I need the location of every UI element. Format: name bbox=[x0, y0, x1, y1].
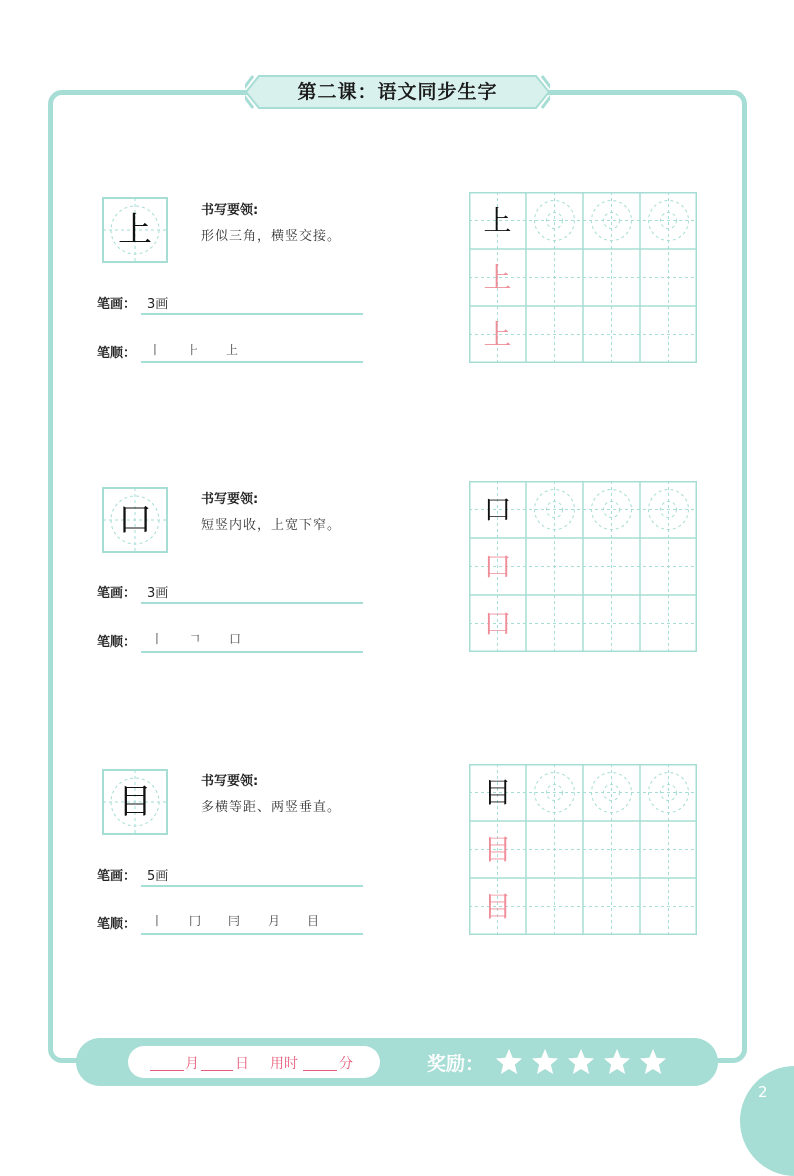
stroke-count-value: 3画 bbox=[147, 586, 169, 601]
writing-tip-text: 多横等距、两竖垂直。 bbox=[201, 800, 342, 815]
stroke-step: 丨 bbox=[151, 632, 164, 646]
character-glyph: 目 bbox=[118, 782, 152, 822]
practice-grid bbox=[469, 481, 697, 652]
character-glyph: 口 bbox=[118, 500, 152, 540]
stroke-step: 月 bbox=[268, 914, 281, 928]
stroke-order-line bbox=[141, 933, 363, 935]
stroke-count-value: 5画 bbox=[147, 869, 169, 884]
stroke-order-label: 笔顺： bbox=[97, 917, 137, 932]
time-used-label: 用时 bbox=[270, 1056, 298, 1072]
character-card bbox=[102, 487, 168, 553]
star-icon[interactable] bbox=[566, 1047, 596, 1077]
star-icon[interactable] bbox=[602, 1047, 632, 1077]
model-character: 目 bbox=[483, 776, 512, 809]
practice-grid bbox=[469, 764, 697, 935]
month-label: 月 bbox=[185, 1056, 199, 1072]
stroke-step: 丨 bbox=[149, 343, 162, 357]
page-number: 2 bbox=[758, 1083, 768, 1101]
stroke-step: 𠃍 bbox=[189, 632, 202, 646]
minutes-blank[interactable] bbox=[303, 1070, 337, 1071]
stroke-step: ⺊ bbox=[187, 343, 200, 357]
day-blank[interactable] bbox=[201, 1070, 233, 1071]
stroke-step: 口 bbox=[229, 632, 242, 646]
stroke-order-label: 笔顺： bbox=[97, 635, 137, 650]
stroke-count-label: 笔画： bbox=[97, 297, 137, 312]
lesson-title: 第二课：语文同步生字 bbox=[297, 81, 498, 103]
minutes-label: 分 bbox=[339, 1056, 353, 1072]
day-label: 日 bbox=[235, 1056, 249, 1072]
character-card bbox=[102, 769, 168, 835]
writing-tip-title: 书写要领: bbox=[201, 774, 259, 789]
stroke-count-line bbox=[141, 885, 363, 887]
trace-character: 口 bbox=[483, 607, 512, 640]
trace-character: 上 bbox=[483, 318, 512, 351]
model-character: 口 bbox=[483, 493, 512, 526]
character-card bbox=[102, 197, 168, 263]
trace-character: 口 bbox=[483, 550, 512, 583]
stroke-count-label: 笔画： bbox=[97, 869, 137, 884]
stroke-step: 目 bbox=[307, 914, 320, 928]
model-character: 上 bbox=[483, 204, 512, 237]
stroke-order-label: 笔顺： bbox=[97, 346, 137, 361]
star-icon[interactable] bbox=[530, 1047, 560, 1077]
writing-tip-text: 短竖内收，上宽下窄。 bbox=[201, 518, 342, 533]
stroke-count-label: 笔画： bbox=[97, 586, 137, 601]
trace-character: 目 bbox=[483, 833, 512, 866]
stroke-step: 冂 bbox=[189, 914, 202, 928]
stroke-count-value: 3画 bbox=[147, 297, 169, 312]
trace-character: 目 bbox=[483, 890, 512, 923]
stroke-order-line bbox=[141, 651, 363, 653]
stroke-step: 丨 bbox=[151, 914, 164, 928]
writing-tip-title: 书写要领: bbox=[201, 203, 259, 218]
star-icon[interactable] bbox=[494, 1047, 524, 1077]
stroke-step: 上 bbox=[226, 343, 239, 357]
writing-tip-text: 形似三角，横竖交接。 bbox=[201, 229, 342, 244]
practice-grid bbox=[469, 192, 697, 363]
reward-label: 奖励： bbox=[427, 1053, 485, 1075]
stroke-count-line bbox=[141, 313, 363, 315]
character-glyph: 上 bbox=[118, 210, 152, 250]
month-blank[interactable] bbox=[150, 1070, 184, 1071]
stroke-count-line bbox=[141, 602, 363, 604]
stroke-step: 冃 bbox=[228, 914, 241, 928]
trace-character: 上 bbox=[483, 261, 512, 294]
lesson-title-banner bbox=[245, 75, 550, 109]
writing-tip-title: 书写要领: bbox=[201, 492, 259, 507]
stroke-order-line bbox=[141, 361, 363, 363]
star-icon[interactable] bbox=[638, 1047, 668, 1077]
